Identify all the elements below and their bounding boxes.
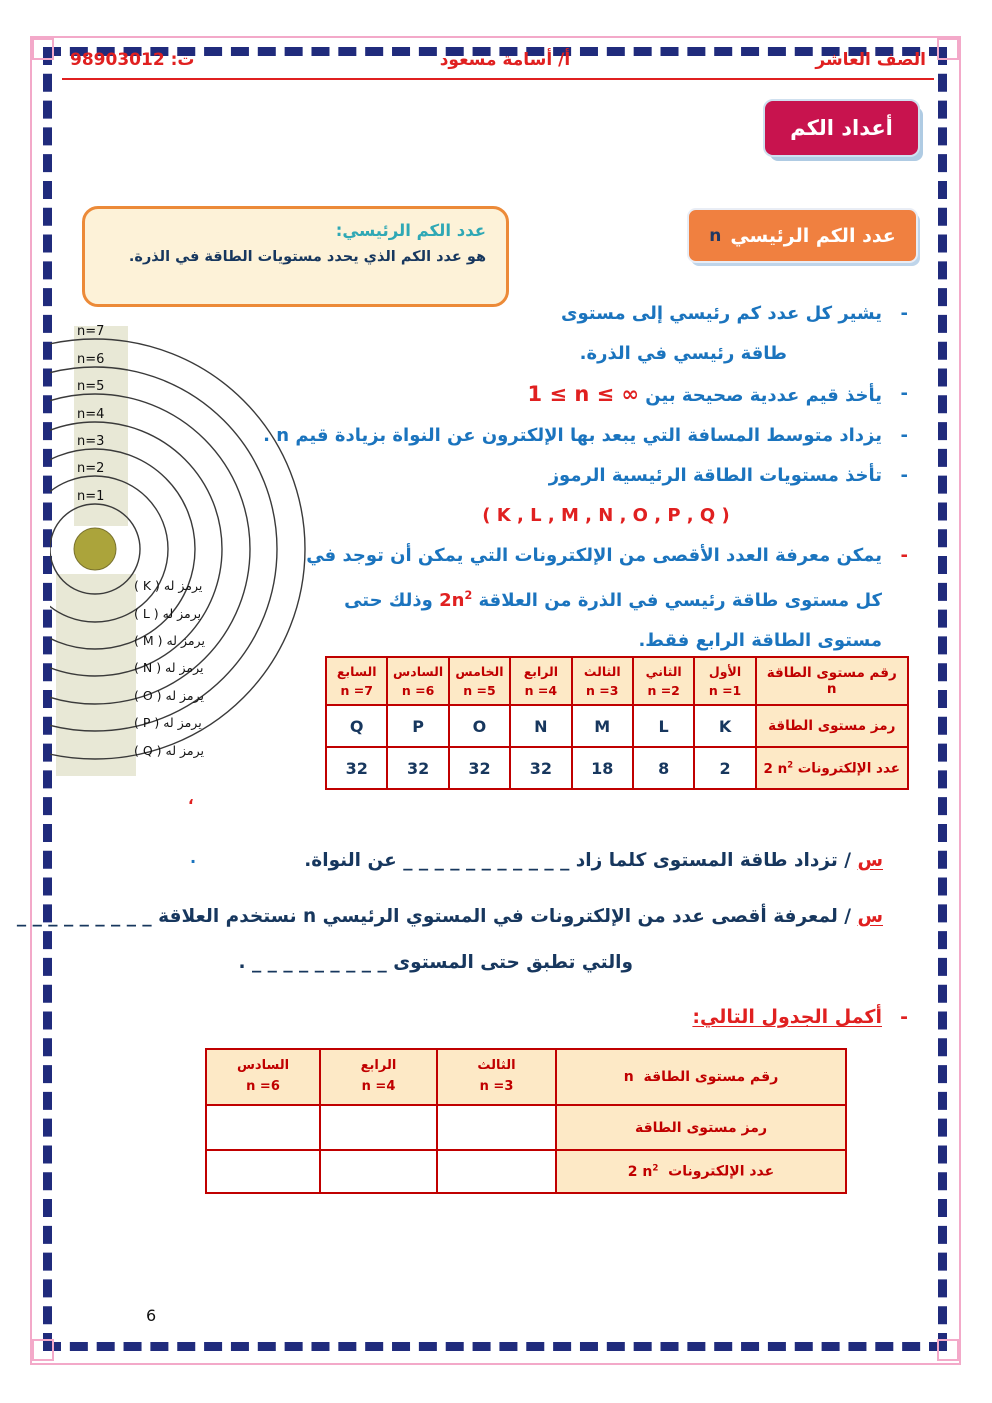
phone-number: ت: 98903012 xyxy=(70,50,195,70)
text-segment: 1 ≤ n ≤ ∞ xyxy=(527,382,640,406)
row-label-level-symbol: رمز مستوى الطاقة xyxy=(556,1105,846,1150)
shell-symbol-label: يرمز له ( O ) xyxy=(134,688,204,703)
question-item xyxy=(75,838,913,884)
text-segment: لمعرفة xyxy=(773,906,838,927)
nucleus xyxy=(74,528,116,570)
energy-levels-table xyxy=(325,656,909,790)
row-label-level-symbol: رمز مستوى الطاقة xyxy=(756,705,908,747)
text-segment: _ _ _ _ _ _ _ _ _ xyxy=(245,952,387,973)
text-segment: $2n^2$ xyxy=(439,589,473,611)
bullet-item xyxy=(330,456,912,536)
text-segment: / xyxy=(837,906,858,927)
shell-symbol-label: يرمز له ( N ) xyxy=(134,660,204,675)
complete-table-prompt xyxy=(330,1000,912,1034)
shell-n-label: n=3 xyxy=(77,434,105,449)
text-line xyxy=(330,294,912,334)
bullet-dash-icon: - xyxy=(900,425,908,446)
text-segment: س xyxy=(857,906,883,927)
text-segment: أقصى عدد من الإلكترونات في المستوي الرئيسي xyxy=(316,906,774,927)
shell-diagram xyxy=(50,316,320,796)
text-segment: كل مستوى طاقة رئيسي في الذرة من العلاقة xyxy=(472,590,882,611)
text-line xyxy=(330,1000,912,1034)
teacher-name: أ/ أسامة مسعود xyxy=(439,50,571,70)
class-label: الصف العاشر xyxy=(815,50,926,70)
shell-symbol-label: يرمز له ( L ) xyxy=(134,606,202,621)
frame-corner-ornament xyxy=(32,38,54,60)
electron-count-cell: 18 xyxy=(572,747,633,789)
bullet-dash-icon: - xyxy=(900,383,908,404)
question-item xyxy=(16,894,913,986)
electron-count-cell: 32 xyxy=(510,747,571,789)
shell-n-label: n=7 xyxy=(77,324,105,339)
empty-answer-cell xyxy=(437,1150,556,1193)
shell-symbol-label: يرمز له ( K ) xyxy=(134,578,203,593)
electron-count-cell: 32 xyxy=(449,747,510,789)
text-line xyxy=(330,621,912,661)
level-header-cell: الرابع n =4 xyxy=(510,657,571,705)
empty-answer-cell xyxy=(437,1105,556,1150)
text-line xyxy=(75,838,913,884)
electron-count-cell: 2 xyxy=(694,747,755,789)
text-line xyxy=(75,940,913,986)
label-strip-bottom xyxy=(56,574,136,776)
text-segment: طاقة رئيسي في الذرة. xyxy=(579,343,787,364)
bullet-dash-icon: - xyxy=(900,545,908,566)
text-segment: أكمل الجدول التالي: xyxy=(692,1006,882,1028)
bullet-item xyxy=(263,416,912,456)
level-header-cell: الخامس n =5 xyxy=(449,657,510,705)
row-label-electron-count: عدد الإلكترونات 2 $n^2$ xyxy=(556,1150,846,1193)
text-line xyxy=(16,894,913,940)
shell-n-label: n=1 xyxy=(77,489,105,504)
shell-n-label: n=6 xyxy=(77,352,105,367)
text-segment: _ _ _ _ _ _ _ _ _ xyxy=(16,906,152,927)
definition-title: عدد الكم الرئيسي: xyxy=(335,221,486,240)
row-label-electron-count: عدد الإلكترونات 2 $n^2$ xyxy=(756,747,908,789)
text-segment: يمكن معرفة العدد الأقصى من الإلكترونات التي يمكن أن توجد في xyxy=(306,545,882,566)
bullet-item xyxy=(330,294,912,374)
table-row-symbols xyxy=(326,705,908,747)
text-line xyxy=(330,374,912,416)
bullet-dash-icon: - xyxy=(900,1006,908,1028)
level-symbol-cell: P xyxy=(387,705,448,747)
row-label-level-number: رقم مستوى الطاقة n xyxy=(556,1049,846,1105)
text-line xyxy=(330,334,912,374)
text-line xyxy=(330,496,912,536)
level-header-cell: الأول n =1 xyxy=(694,657,755,705)
table-to-complete xyxy=(205,1048,847,1194)
text-segment: n xyxy=(276,425,290,446)
level-header-cell: السادس n =6 xyxy=(206,1049,320,1105)
energy-levels-table-grid xyxy=(325,656,909,790)
text-line xyxy=(263,416,912,456)
electron-count-cell: 8 xyxy=(633,747,694,789)
bullet-dash-icon: - xyxy=(900,303,908,324)
shell-n-label: n=2 xyxy=(77,461,105,476)
text-line xyxy=(330,576,912,621)
level-header-cell: الثالث n =3 xyxy=(437,1049,556,1105)
table-header-row xyxy=(326,657,908,705)
text-segment: n xyxy=(303,906,317,927)
bullet-item xyxy=(306,536,912,661)
shell-symbol-label: يرمز له ( M ) xyxy=(134,633,205,648)
text-segment: تأخذ مستويات الطاقة الرئيسية الرموز xyxy=(548,465,882,486)
electron-count-cell: 32 xyxy=(326,747,387,789)
empty-answer-cell xyxy=(206,1105,320,1150)
empty-answer-cell xyxy=(320,1150,437,1193)
frame-corner-ornament xyxy=(937,1339,959,1361)
questions xyxy=(16,838,913,986)
text-segment: عن النواة. xyxy=(304,850,397,871)
table-row-electrons xyxy=(206,1150,846,1193)
level-symbol-cell: O xyxy=(449,705,510,747)
empty-answer-cell xyxy=(206,1150,320,1193)
level-symbol-cell: L xyxy=(633,705,694,747)
level-header-cell: الثالث n =3 xyxy=(572,657,633,705)
text-segment: وذلك حتى xyxy=(344,590,440,611)
shell-n-label: n=4 xyxy=(77,407,105,422)
row-label-level-number: رقم مستوى الطاقة n xyxy=(756,657,908,705)
shell-symbol-label: يرمز له ( Q ) xyxy=(134,743,204,758)
level-header-cell: السادس n =6 xyxy=(387,657,448,705)
bullet-list xyxy=(263,294,912,661)
title-text: عدد الكم الرئيسي xyxy=(730,224,896,247)
principal-quantum-number-title-box xyxy=(687,208,918,263)
text-line xyxy=(330,456,912,496)
stray-dot: · xyxy=(190,852,197,871)
text-segment: . xyxy=(238,952,246,973)
text-segment: / تزداد طاقة المستوى كلما زاد xyxy=(569,850,858,871)
stray-mark: ، xyxy=(188,790,194,808)
text-line xyxy=(306,536,912,576)
electron-count-cell: 32 xyxy=(387,747,448,789)
level-header-cell: الرابع n =4 xyxy=(320,1049,437,1105)
bullet-item xyxy=(330,374,912,416)
text-segment: يزداد متوسط المسافة التي يبعد بها الإلكترون عن النواة بزيادة قيم xyxy=(289,425,882,446)
text-segment: يأخذ قيم عددية صحيحة بين xyxy=(639,385,882,406)
table-header-row xyxy=(206,1049,846,1105)
page-number: 6 xyxy=(146,1306,157,1325)
text-segment: يشير كل عدد كم رئيسي إلى مستوى xyxy=(561,303,882,324)
text-segment: . xyxy=(263,425,277,446)
frame-corner-ornament xyxy=(937,38,959,60)
definition-callout xyxy=(82,206,509,307)
level-symbol-cell: K xyxy=(694,705,755,747)
quantum-numbers-badge: أعداد الكم xyxy=(763,99,920,157)
level-symbol-cell: N xyxy=(510,705,571,747)
table-row-symbols xyxy=(206,1105,846,1150)
level-header-cell: الثاني n =2 xyxy=(633,657,694,705)
level-symbol-cell: Q xyxy=(326,705,387,747)
table-row-electrons xyxy=(326,747,908,789)
table-to-complete-grid xyxy=(205,1048,847,1194)
level-header-cell: السابع n =7 xyxy=(326,657,387,705)
n-symbol: n xyxy=(709,225,722,246)
prompt-item xyxy=(330,1000,912,1034)
shell-n-label: n=5 xyxy=(77,379,105,394)
text-segment: س xyxy=(857,850,883,871)
text-segment: مستوى الطاقة الرابع فقط. xyxy=(638,630,882,651)
text-segment: نستخدم العلاقة xyxy=(151,906,304,927)
definition-body: هو عدد الكم الذي يحدد مستويات الطاقة في الذرة. xyxy=(128,249,486,265)
empty-answer-cell xyxy=(320,1105,437,1150)
frame-corner-ornament xyxy=(32,1339,54,1361)
text-segment: _ _ _ _ _ _ _ _ _ _ _ xyxy=(396,850,570,871)
bullet-dash-icon: - xyxy=(900,465,908,486)
level-symbol-cell: M xyxy=(572,705,633,747)
text-segment: ( K , L , M , N , O , P , Q ) xyxy=(482,505,730,526)
page-header xyxy=(62,50,934,80)
shell-symbol-label: يرمز له ( P ) xyxy=(134,715,202,730)
text-segment: والتي تطبق حتى المستوى xyxy=(386,952,633,973)
